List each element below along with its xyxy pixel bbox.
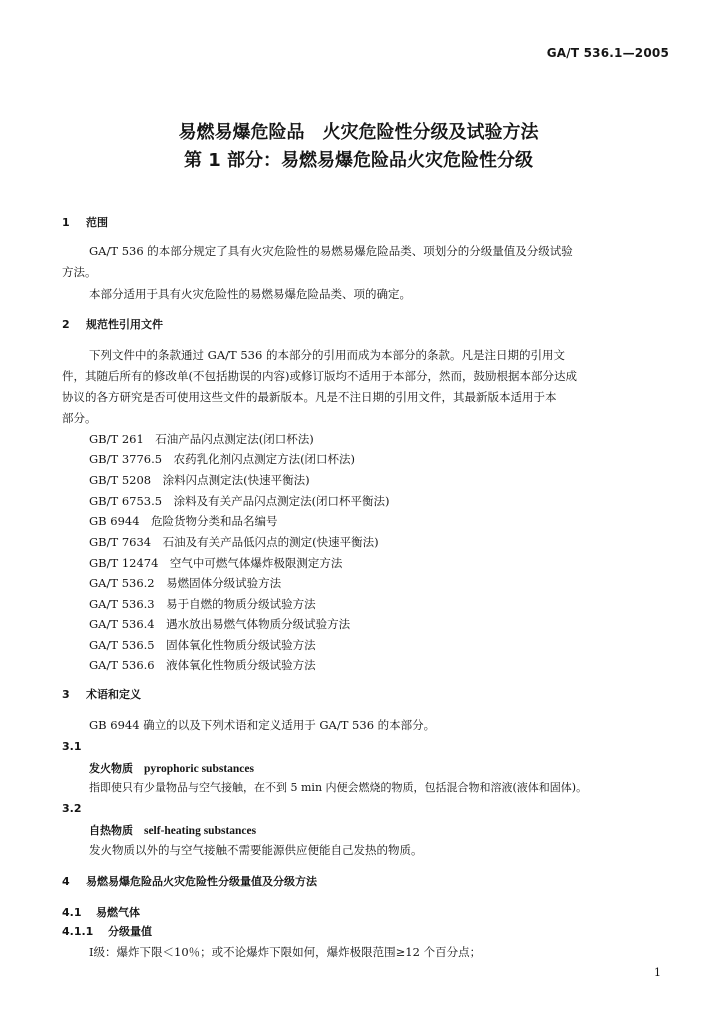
term-3-1-heading	[89, 761, 254, 776]
subsection-title: 分级量值	[108, 925, 152, 938]
section-title: 易燃易爆危险品火灾危险性分级量值及分级方法	[86, 875, 317, 888]
section-title: 术语和定义	[86, 688, 141, 701]
reference-item: GB 6944 危险货物分类和品名编号	[89, 514, 278, 528]
reference-item: GA/T 536.2 易燃固体分级试验方法	[89, 576, 282, 590]
paragraph-line: Ⅰ级：爆炸下限＜10％；或不论爆炸下限如何，爆炸极限范围≥12 个百分点；	[89, 945, 482, 959]
reference-item: GB/T 5208 涂料闪点测定法(快速平衡法)	[89, 473, 310, 487]
section-3-heading	[62, 688, 141, 702]
section-title: 范围	[86, 216, 108, 229]
subsection-number: 4.1	[62, 906, 82, 919]
term-definition: 发火物质以外的与空气接触不需要能源供应便能自己发热的物质。	[89, 843, 423, 857]
paragraph-line: GB 6944 确立的以及下列术语和定义适用于 GA/T 536 的本部分。	[89, 718, 436, 732]
paragraph-line: 件，其随后所有的修改单(不包括勘误的内容)或修订版均不适用于本部分，然而，鼓励根据本部分达成	[62, 369, 577, 383]
section-4-heading	[62, 875, 317, 889]
section-number: 4	[62, 875, 70, 888]
term-definition: 指即使只有少量物品与空气接触，在不到 5 min 内便会燃烧的物质，包括混合物和溶液(液体和固体)。	[89, 781, 588, 794]
subsection-4-1-heading	[62, 906, 140, 920]
reference-item: GB/T 12474 空气中可燃气体爆炸极限测定方法	[89, 556, 343, 570]
section-number: 2	[62, 318, 70, 331]
section-1-heading	[62, 216, 108, 230]
term-number: 3.1	[62, 740, 82, 753]
reference-item: GA/T 536.3 易于自燃的物质分级试验方法	[89, 597, 316, 611]
term-number: 3.2	[62, 802, 82, 815]
term-english: self-heating substances	[143, 825, 257, 837]
reference-item: GB/T 261 石油产品闪点测定法(闭口杯法)	[89, 432, 314, 446]
standard-code: GA/T 536.1—2005	[546, 46, 669, 60]
term-chinese: 自热物质	[89, 824, 133, 837]
term-3-2-heading	[89, 823, 256, 838]
document-title-line2: 第 1 部分：易燃易爆危险品火灾危险性分级	[183, 150, 534, 171]
paragraph-line: 本部分适用于具有火灾危险性的易燃易爆危险品类、项的确定。	[89, 287, 411, 301]
term-english: pyrophoric substances	[143, 763, 254, 775]
section-number: 3	[62, 688, 70, 701]
document-title-line1: 易燃易爆危险品 火灾危险性分级及试验方法	[178, 122, 539, 143]
subsection-4-1-1-heading	[62, 925, 152, 939]
reference-item: GA/T 536.5 固体氧化性物质分级试验方法	[89, 638, 316, 652]
section-number: 1	[62, 216, 70, 229]
reference-item: GA/T 536.4 遇水放出易燃气体物质分级试验方法	[89, 617, 351, 631]
reference-item: GB/T 7634 石油及有关产品低闪点的测定(快速平衡法)	[89, 535, 379, 549]
reference-item: GA/T 536.6 液体氧化性物质分级试验方法	[89, 658, 316, 672]
paragraph-line: 部分。	[62, 411, 97, 425]
paragraph-line: 协议的各方研究是否可使用这些文件的最新版本。凡是不注日期的引用文件，其最新版本适用于本	[62, 390, 557, 404]
section-title: 规范性引用文件	[86, 318, 163, 331]
section-2-heading	[62, 318, 163, 332]
paragraph-line: 下列文件中的条款通过 GA/T 536 的本部分的引用而成为本部分的条款。凡是注日期的引用文	[89, 348, 565, 362]
paragraph-line: GA/T 536 的本部分规定了具有火灾危险性的易燃易爆危险品类、项划分的分级量值及分级试验	[89, 244, 573, 258]
page-number: 1	[654, 966, 661, 979]
term-chinese: 发火物质	[89, 762, 133, 775]
paragraph-line: 方法。	[62, 265, 97, 279]
reference-item: GB/T 6753.5 涂料及有关产品闪点测定法(闭口杯平衡法)	[89, 494, 390, 508]
subsection-number: 4.1.1	[62, 925, 94, 938]
subsection-title: 易燃气体	[96, 906, 140, 919]
reference-item: GB/T 3776.5 农药乳化剂闪点测定方法(闭口杯法)	[89, 452, 356, 466]
